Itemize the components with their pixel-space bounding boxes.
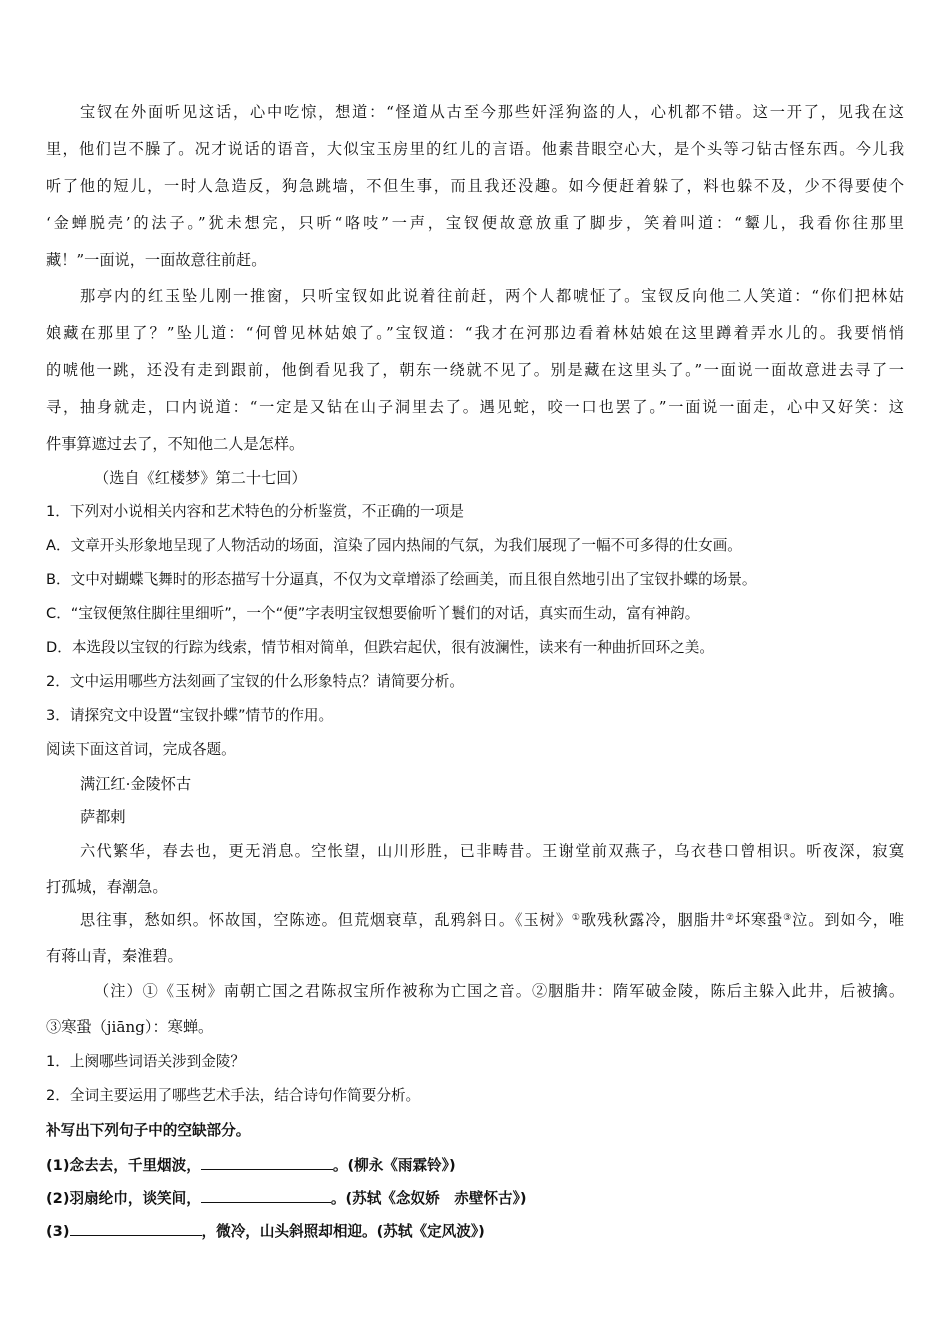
passage-para2-line5: 件事算遮过去了，不知他二人是怎样。 [46,435,305,453]
question-1: 1．下列对小说相关内容和艺术特色的分析鉴赏，不正确的一项是 [46,503,464,520]
passage-para2-line2: 娘藏在那里了？”坠儿道：“何曾见林姑娘了。”宝钗道：“我才在河那边看着林姑娘在这里蹲着弄水儿的。我要悄悄 [46,324,904,342]
poem-stanza2-line2: 有蒋山青，秦淮碧。 [46,947,183,965]
fill-item-3 [46,1220,904,1242]
fill-item-1 [46,1154,904,1176]
option-c: C．“宝钗便煞住脚往里细听”，一个“便”字表明宝钗想要偷听丫鬟们的对话，真实而生动，富有神韵。 [46,605,700,622]
poem-stanza2-seg2: 歌残秋露冷，胭脂井 [580,911,726,929]
poem-intro: 阅读下面这首词，完成各题。 [46,741,236,758]
note-ref-2: ② [725,913,735,923]
passage-para2-line3: 的唬他一跳，还没有走到跟前，他倒看见我了，朝东一绕就不见了。别是藏在这里头了。”一面说一面故意进去寻了一 [46,361,904,379]
poem-stanza2-seg1: 思往事，愁如织。怀故国，空陈迹。但荒烟衰草，乱鸦斜日。《玉树》 [80,911,572,929]
poem-note-line2: ③寒蛩（jiāng）：寒蝉。 [46,1018,214,1036]
poem-question-1: 1．上阕哪些词语关涉到金陵？ [46,1053,246,1070]
poem-author: 萨都剌 [80,808,126,826]
poem-title: 满江红·金陵怀古 [80,775,192,793]
passage-para1-line3: 听了他的短儿，一时人急造反，狗急跳墙，不但生事，而且我还没趣。如今便赶着躲了，料也躲不及，少不得要使个 [46,177,904,195]
passage-para1-line5: 藏！”一面说，一面故意往前赶。 [46,251,267,269]
fill-item-1-suffix: 。(柳永《雨霖铃》) [332,1157,456,1174]
fill-blank-2[interactable] [201,1187,331,1203]
fill-blank-3[interactable] [70,1220,202,1236]
fill-item-3-prefix: (3) [46,1223,70,1240]
fill-blank-1[interactable] [201,1154,333,1170]
question-2: 2．文中运用哪些方法刻画了宝钗的什么形象特点？请简要分析。 [46,673,464,690]
poem-stanza2-line1 [80,910,904,930]
passage-para1-line4: ‘金蝉脱壳’的法子。”犹未想完，只听“咯吱”一声，宝钗便故意放重了脚步，笑着叫道：“颦儿，我看你往那里 [46,214,904,232]
option-b: B．文中对蝴蝶飞舞时的形态描写十分逼真，不仅为文章增添了绘画美，而且很自然地引出了宝钗扑蝶的场景。 [46,571,757,588]
option-a: A．文章开头形象地呈现了人物活动的场面，渲染了园内热闹的气氛，为我们展现了一幅不可多得的仕女画。 [46,537,742,554]
note-ref-3: ③ [783,913,793,923]
poem-stanza2-seg3: 坏寒蛩 [734,911,784,929]
passage-para1-line2: 里，他们岂不臊了。况才说话的语音，大似宝玉房里的红儿的言语。他素昔眼空心大，是个头等刁钻古怪东西。今儿我 [46,140,904,158]
passage-para1-line1: 宝钗在外面听见这话，心中吃惊，想道：“怪道从古至今那些奸淫狗盗的人，心机都不错。这一开了，见我在这 [80,103,904,121]
passage-para2-line4: 寻，抽身就走，口内说道：“一定是又钻在山子洞里去了。遇见蛇，咬一口也罢了。”一面说一面走，心中又好笑：这 [46,398,904,416]
fill-item-3-suffix: ，微冷，山头斜照却相迎。(苏轼《定风波》) [201,1223,485,1240]
fill-item-2 [46,1187,904,1209]
poem-stanza2-seg4: 泣。到如今，唯 [792,911,904,929]
fill-heading: 补写出下列句子中的空缺部分。 [46,1122,251,1139]
passage-source: （选自《红楼梦》第二十七回） [94,469,307,487]
poem-stanza1-line1: 六代繁华，春去也，更无消息。空怅望，山川形胜，已非畴昔。王谢堂前双燕子，乌衣巷口曾相识。听夜深，寂寞 [80,842,904,860]
passage-para2-line1: 那亭内的红玉坠儿刚一推窗，只听宝钗如此说着往前赶，两个人都唬怔了。宝钗反向他二人笑道：“你们把林姑 [80,287,904,305]
poem-stanza1-line2: 打孤城，春潮急。 [46,878,168,896]
fill-item-2-prefix: (2)羽扇纶巾，谈笑间， [46,1190,201,1207]
fill-item-2-suffix: 。(苏轼《念奴娇 赤壁怀古》) [330,1190,527,1207]
poem-question-2: 2．全词主要运用了哪些艺术手法，结合诗句作简要分析。 [46,1087,421,1104]
fill-item-1-prefix: (1)念去去，千里烟波， [46,1157,201,1174]
poem-note-line1: （注）①《玉树》南朝亡国之君陈叔宝所作被称为亡国之音。②胭脂井：隋军破金陵，陈后主躲入此井，后被擒。 [94,982,904,1000]
option-d: D．本选段以宝钗的行踪为线索，情节相对简单，但跌宕起伏，很有波澜性，读来有一种曲折回环之美。 [46,639,714,656]
question-3: 3．请探究文中设置“宝钗扑蝶”情节的作用。 [46,707,334,724]
note-ref-1: ① [571,913,581,923]
